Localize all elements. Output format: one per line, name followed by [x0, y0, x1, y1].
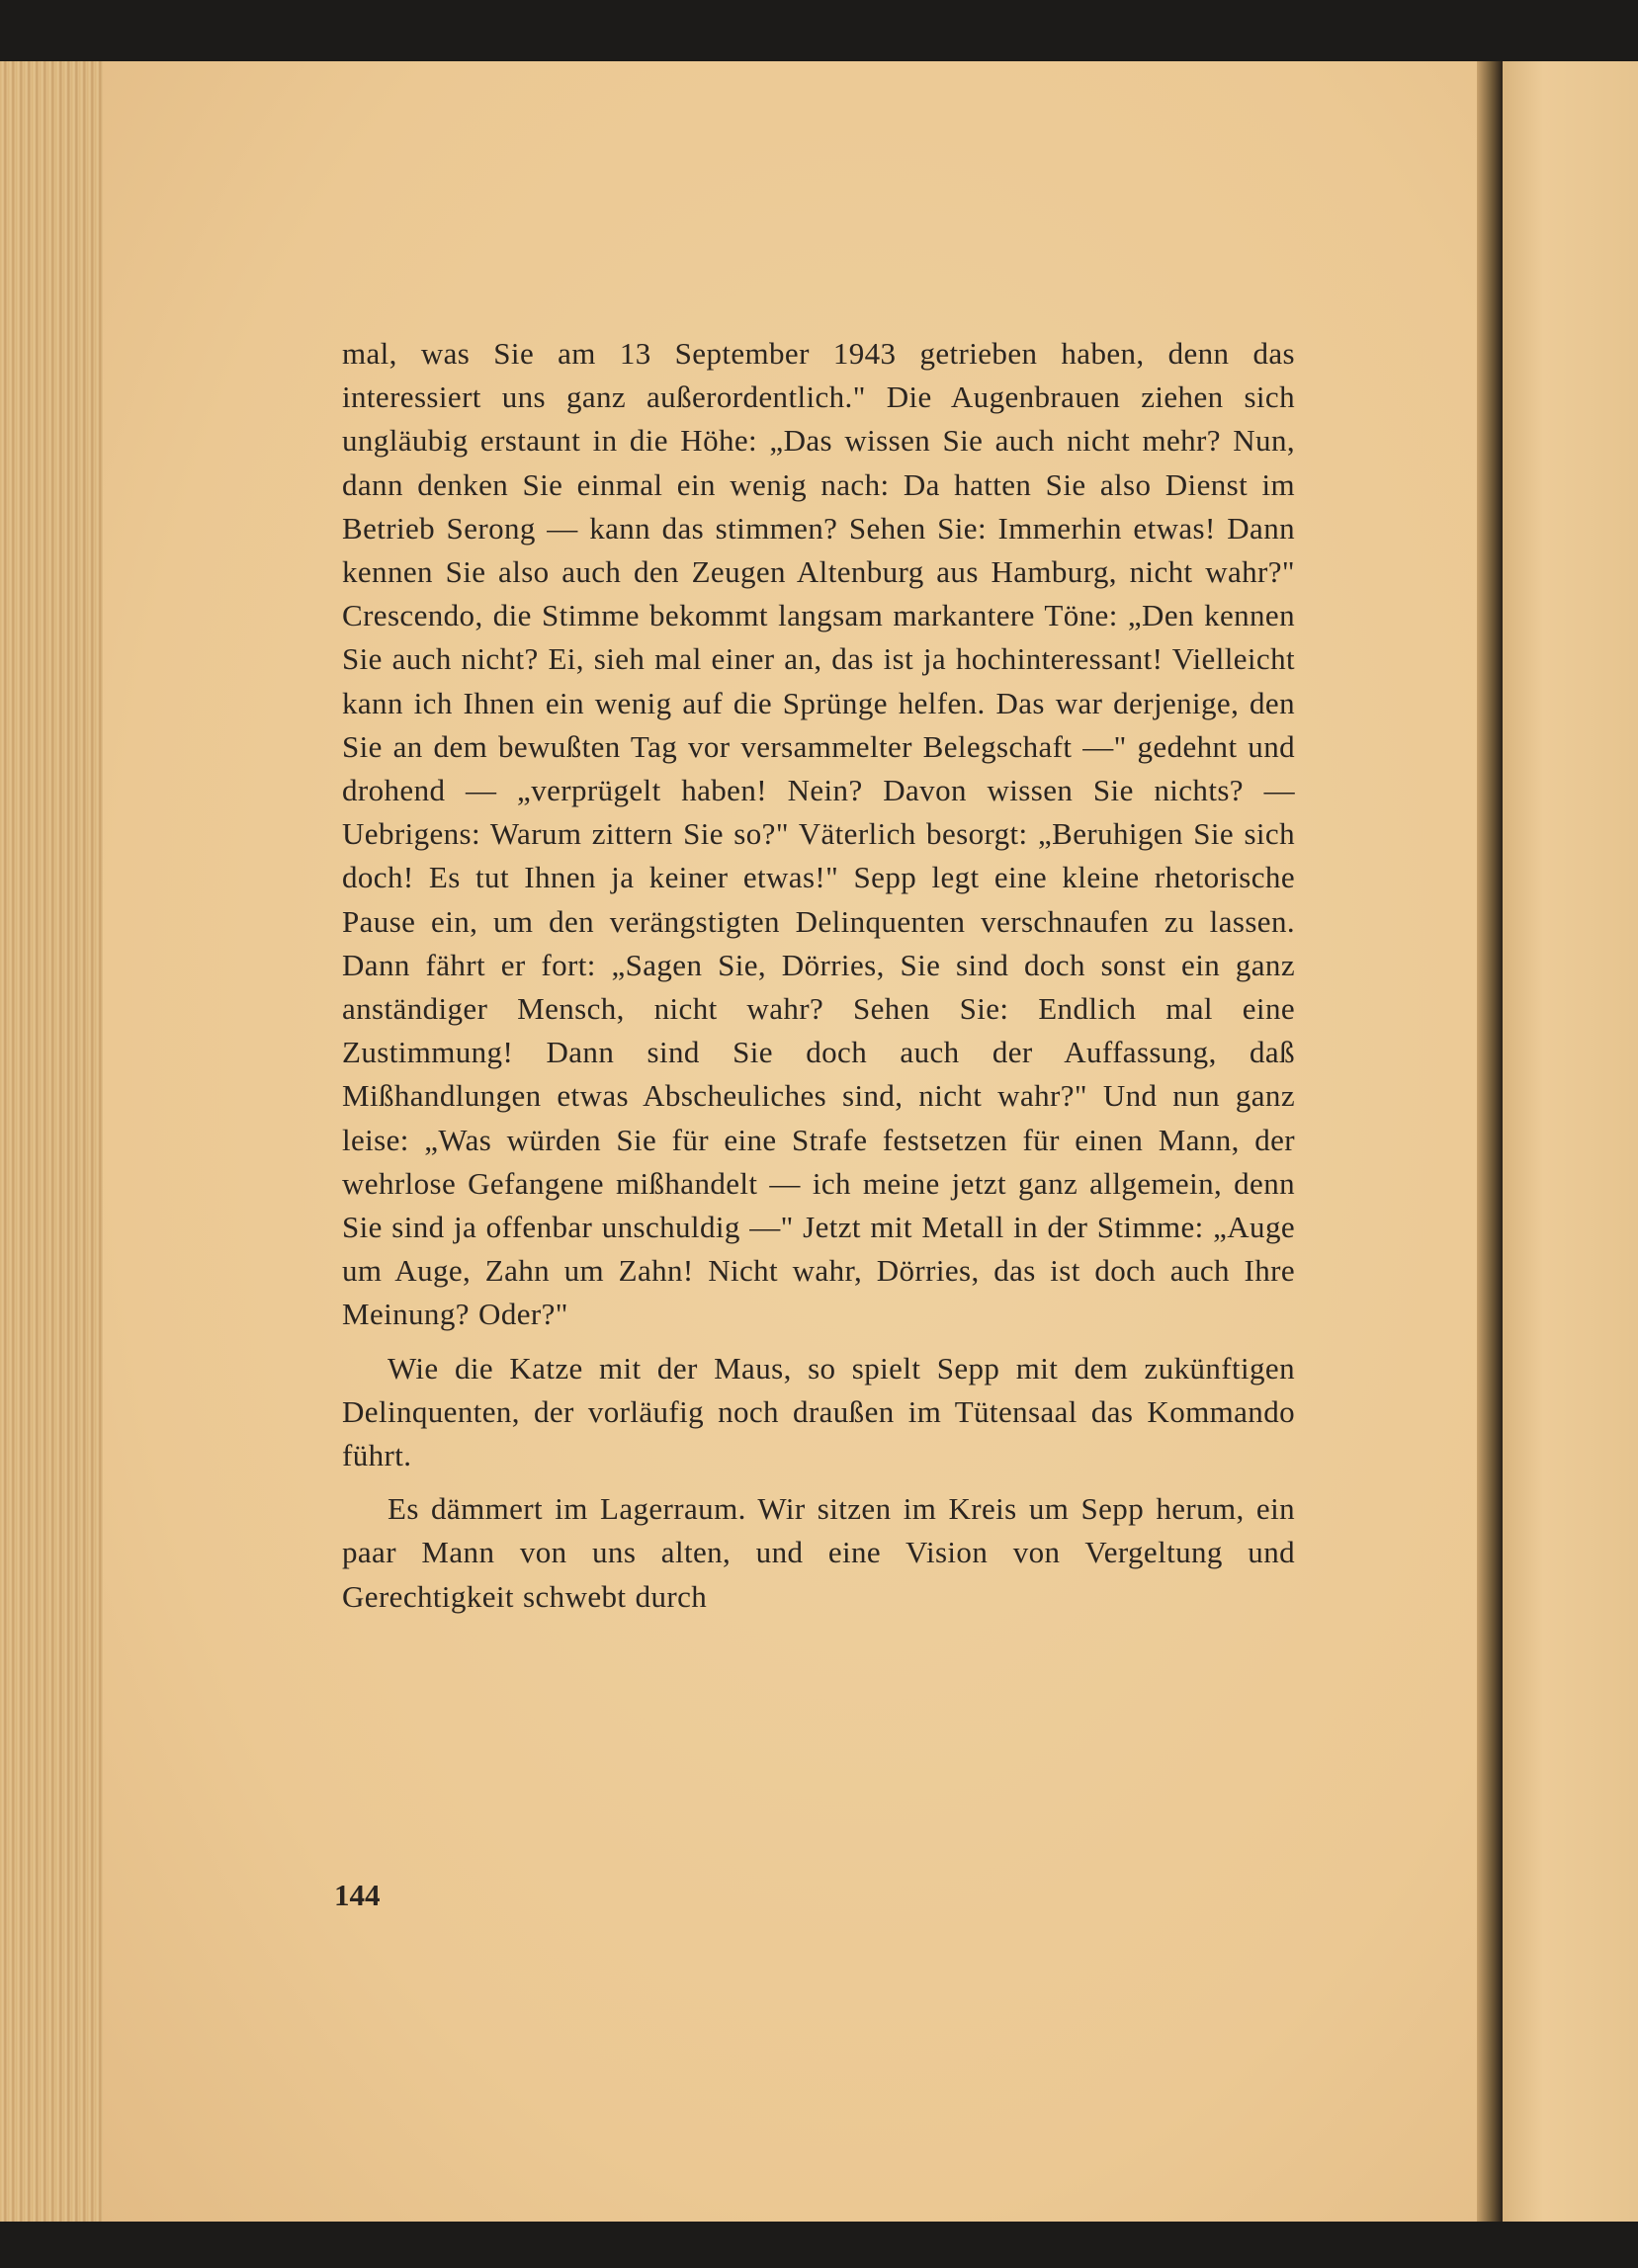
page-number: 144: [334, 1878, 381, 1912]
body-text: [342, 332, 1295, 1629]
page-stack-edge: [0, 61, 107, 2226]
paragraph-cat-and-mouse: Wie die Katze mit der Maus, so spielt Sepp mit dem zukünftigen Delinquenten, der vorläufig noch draußen im Tütensaal das Kommando führt.: [342, 1350, 1295, 1473]
paragraph-storeroom: Es dämmert im Lagerraum. Wir sitzen im Kreis um Sepp herum, ein paar Mann von uns alten, und eine Vision von Vergeltung und Gerechtigkeit schwebt durch: [342, 1491, 1295, 1614]
scan-top-border: [0, 0, 1638, 65]
scan-bottom-border: [0, 2222, 1638, 2268]
facing-page-edge: [1503, 61, 1638, 2224]
paragraph-continued: mal, was Sie am 13 September 1943 getrieben haben, denn das interessiert uns ganz außerordentlich." Die Augenbrauen ziehen sich ungläubig erstaunt in die Höhe: „Das wissen Sie auch nicht mehr? Nun, dann denken Sie einmal ein wenig nach: Da hatten Sie also Dienst im Betrieb Serong — kann das stimmen? Sehen Sie: Immerhin etwas! Dann kennen Sie also auch den Zeugen Altenburg aus Hamburg, nicht wahr?" Crescendo, die Stimme bekommt langsam markantere Töne: „Den kennen Sie auch nicht? Ei, sieh mal einer an, das ist ja hochinteressant! Vielleicht kann ich Ihnen ein wenig auf die Sprünge helfen. Das war derjenige, den Sie an dem bewußten Tag vor versammelter Belegschaft —" gedehnt und drohend — „verprügelt haben! Nein? Davon wissen Sie nichts? — Uebrigens: Warum zittern Sie so?" Väterlich besorgt: „Beruhigen Sie sich doch! Es tut Ihnen ja keiner etwas!" Sepp legt eine kleine rhetorische Pause ein, um den verängstigten Delinquenten verschnaufen zu lassen. Dann fährt er fort: „Sagen Sie, Dörries, Sie sind doch sonst ein ganz anständiger Mensch, nicht wahr? Sehen Sie: Endlich mal eine Zustimmung! Dann sind Sie doch auch der Auffassung, daß Mißhandlungen etwas Abscheuliches sind, nicht wahr?" Und nun ganz leise: „Was würden Sie für eine Strafe festsetzen für einen Mann, der wehrlose Gefangene mißhandelt — ich meine jetzt ganz allgemein, denn Sie sind ja offenbar unschuldig —" Jetzt mit Metall in der Stimme: „Auge um Auge, Zahn um Zahn! Nicht wahr, Dörries, das ist doch auch Ihre Meinung? Oder?": [342, 336, 1295, 1332]
book-gutter: [1477, 61, 1503, 2224]
